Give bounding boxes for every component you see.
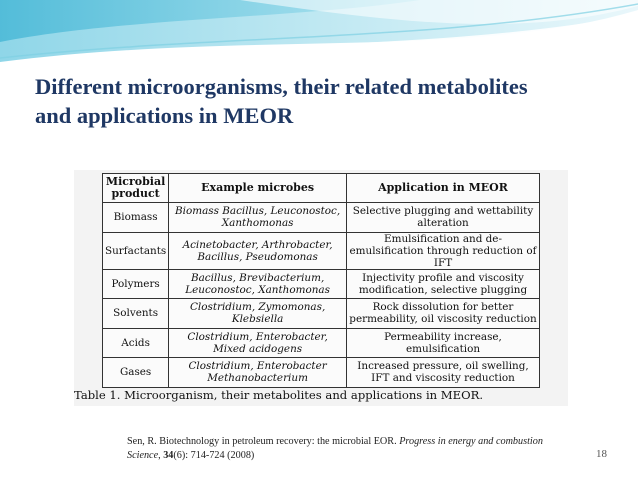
cell-application: Emulsification and de-emulsification through reduction of IFT — [347, 232, 540, 269]
slide-title — [35, 72, 615, 130]
cell-application: Selective plugging and wettability alteration — [347, 203, 540, 233]
cell-application: Injectivity profile and viscosity modification, selective plugging — [347, 269, 540, 299]
cell-application: Increased pressure, oil swelling, IFT and viscosity reduction — [347, 358, 540, 388]
header-microbial-product: Microbial product — [103, 174, 169, 203]
table-row — [103, 299, 540, 329]
citation-volume: 34 — [163, 450, 174, 461]
cell-microbes: Biomass Bacillus, Leuconostoc, Xanthomonas — [169, 203, 347, 233]
header-swoosh-decoration — [0, 0, 638, 78]
citation-journal: Progress in energy and combustion Science — [127, 436, 543, 461]
cell-application: Permeability increase, emulsification — [347, 328, 540, 358]
citation — [127, 435, 547, 463]
slide-title-line-1: Different microorganisms, their related metabolites — [35, 74, 528, 99]
citation-authors: Sen, R. Biotechnology in petroleum recovery: the microbial EOR. — [127, 436, 397, 447]
table-row — [103, 203, 540, 233]
table-row — [103, 232, 540, 269]
cell-product: Solvents — [103, 299, 169, 329]
cell-microbes: Acinetobacter, Arthrobacter, Bacillus, Pseudomonas — [169, 232, 347, 269]
cell-microbes: Clostridium, Enterobacter Methanobacterium — [169, 358, 347, 388]
cell-microbes: Clostridium, Zymomonas, Klebsiella — [169, 299, 347, 329]
cell-microbes: Bacillus, Brevibacterium, Leuconostoc, Xanthomonas — [169, 269, 347, 299]
header-application: Application in MEOR — [347, 174, 540, 203]
cell-product: Gases — [103, 358, 169, 388]
table-row — [103, 328, 540, 358]
cell-product: Polymers — [103, 269, 169, 299]
citation-pages: (6): 714-724 (2008) — [173, 450, 255, 461]
citation-separator: , — [158, 450, 161, 461]
cell-microbes: Clostridium, Enterobacter, Mixed acidogens — [169, 328, 347, 358]
cell-product: Acids — [103, 328, 169, 358]
table-figure — [74, 170, 568, 406]
page-number: 18 — [596, 448, 607, 460]
header-example-microbes: Example microbes — [169, 174, 347, 203]
table-row — [103, 358, 540, 388]
cell-product: Surfactants — [103, 232, 169, 269]
slide-title-line-2: and applications in MEOR — [35, 103, 294, 128]
cell-product: Biomass — [103, 203, 169, 233]
cell-application: Rock dissolution for better permeability, oil viscosity reduction — [347, 299, 540, 329]
table-caption: Table 1. Microorganism, their metabolites and applications in MEOR. — [74, 388, 484, 402]
meor-table — [102, 173, 540, 388]
table-header-row — [103, 174, 540, 203]
table-row — [103, 269, 540, 299]
